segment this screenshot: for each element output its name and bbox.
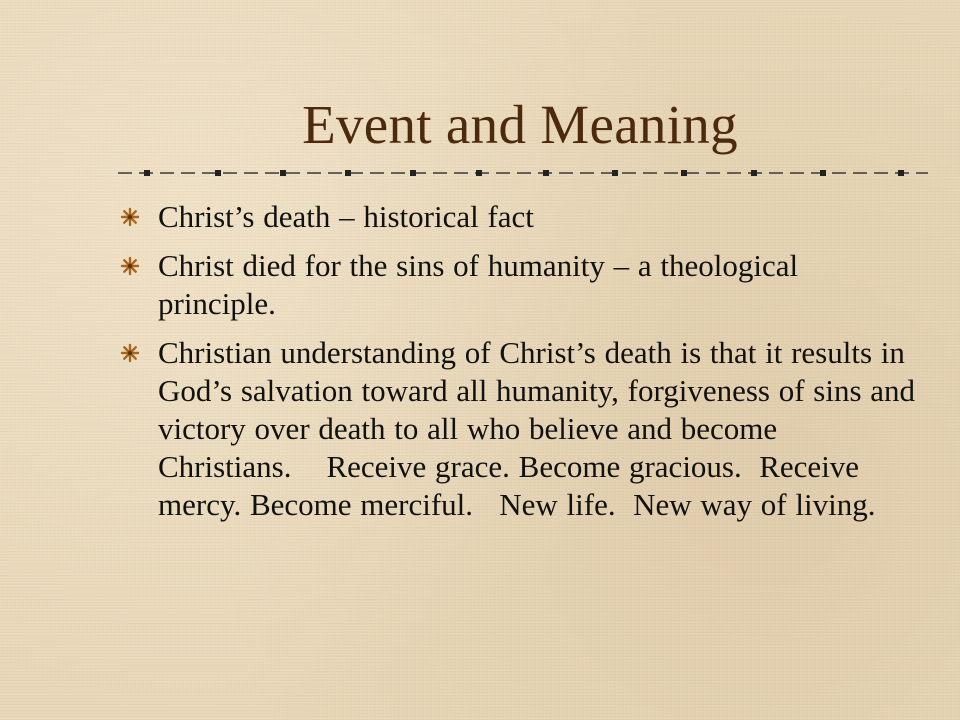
slide-title: Event and Meaning <box>302 94 738 155</box>
dashed-divider <box>118 163 928 183</box>
bullet-list <box>118 198 924 535</box>
bullet-text: Christ died for the sins of humanity – a theological principle. <box>158 248 807 321</box>
asterisk-bullet-icon <box>120 256 140 276</box>
asterisk-bullet-icon <box>120 343 140 363</box>
bullet-text: Christ’s death – historical fact <box>158 199 534 234</box>
bullet-item <box>118 198 918 236</box>
bullet-item <box>118 334 924 524</box>
asterisk-bullet-icon <box>120 207 140 227</box>
bullet-text: Christian understanding of Christ’s death is that it results in God’s salvation toward all humanity, forgiveness of sins and victory over death to all who believe and become Christians. Receive grace. Become gracious. Receive mercy. Become merciful. New life. New way of living. <box>158 335 924 522</box>
bullet-item <box>118 247 918 323</box>
